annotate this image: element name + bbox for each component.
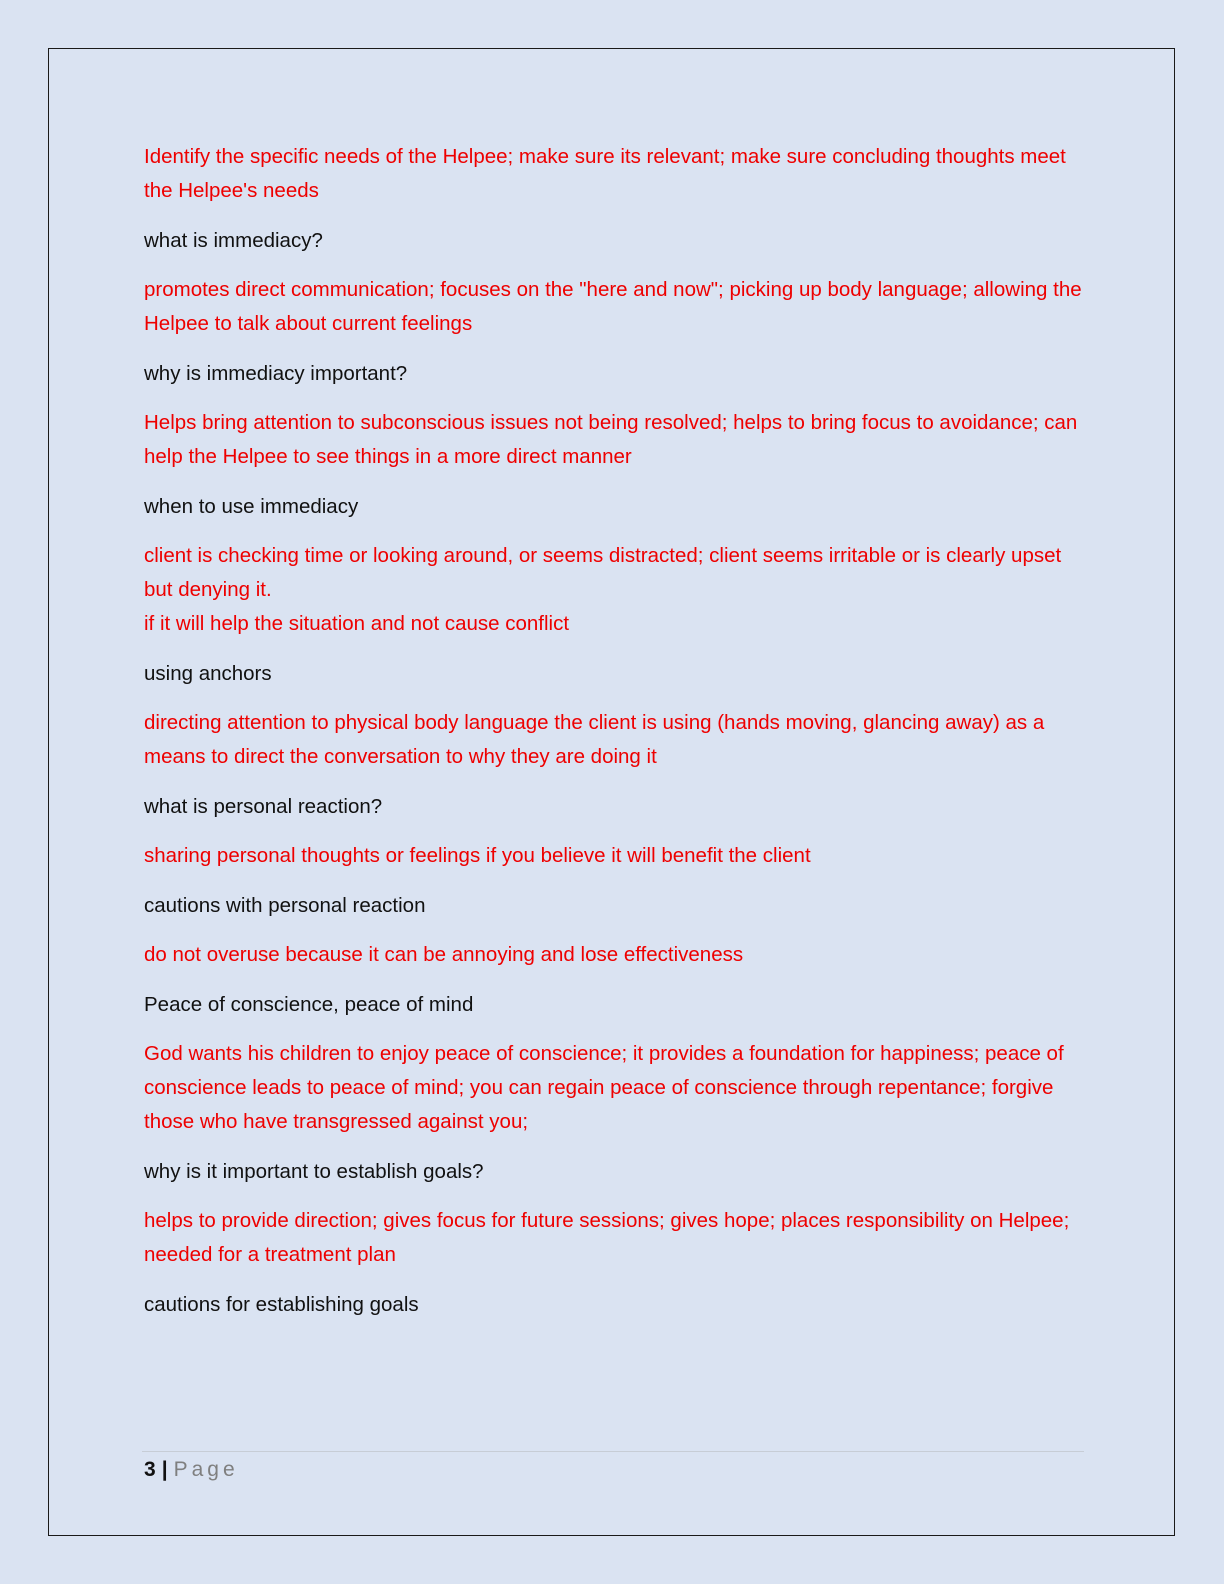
- answer-paragraph: directing attention to physical body language the client is using (hands moving, glancing away) as a means to direct the conversation to why they are doing it: [144, 711, 1045, 768]
- question-paragraph: when to use immediacy: [144, 494, 359, 518]
- question-paragraph: why is it important to establish goals?: [144, 1159, 484, 1183]
- page-footer: [144, 1455, 239, 1485]
- answer-paragraph: Identify the specific needs of the Helpee; make sure its relevant; make sure concluding thoughts meet the Helpee's needs: [144, 145, 1066, 202]
- answer-paragraph: helps to provide direction; gives focus for future sessions; gives hope; places responsibility on Helpee; needed for a treatment plan: [144, 1209, 1070, 1266]
- question-paragraph: Peace of conscience, peace of mind: [144, 992, 474, 1016]
- question-paragraph: using anchors: [144, 661, 272, 685]
- answer-paragraph: Helps bring attention to subconscious issues not being resolved; helps to bring focus to avoidance; can help the Helpee to see things in a more direct manner: [144, 411, 1078, 468]
- answer-paragraph: do not overuse because it can be annoying and lose effectiveness: [144, 943, 744, 966]
- page-number: 3: [144, 1458, 156, 1481]
- question-paragraph: cautions with personal reaction: [144, 893, 426, 917]
- footer-separator: |: [161, 1458, 168, 1481]
- question-paragraph: what is personal reaction?: [144, 794, 383, 818]
- answer-paragraph: sharing personal thoughts or feelings if you believe it will benefit the client: [144, 844, 811, 867]
- page-label: Page: [173, 1458, 239, 1481]
- question-paragraph: why is immediacy important?: [144, 361, 408, 385]
- question-paragraph: cautions for establishing goals: [144, 1292, 419, 1316]
- document-body: [144, 140, 1084, 1337]
- footer-divider: [142, 1451, 1084, 1452]
- answer-paragraph: God wants his children to enjoy peace of conscience; it provides a foundation for happiness; peace of conscience leads to peace of mind; you can regain peace of conscience through repentance; forgive those who have transgressed against you;: [144, 1042, 1064, 1133]
- question-paragraph: what is immediacy?: [144, 228, 323, 252]
- answer-paragraph: client is checking time or looking around, or seems distracted; client seems irritable or is clearly upset but denying it. if it will help the situation and not cause conflict: [144, 544, 1062, 635]
- answer-paragraph: promotes direct communication; focuses on the "here and now"; picking up body language; allowing the Helpee to talk about current feelings: [144, 278, 1082, 335]
